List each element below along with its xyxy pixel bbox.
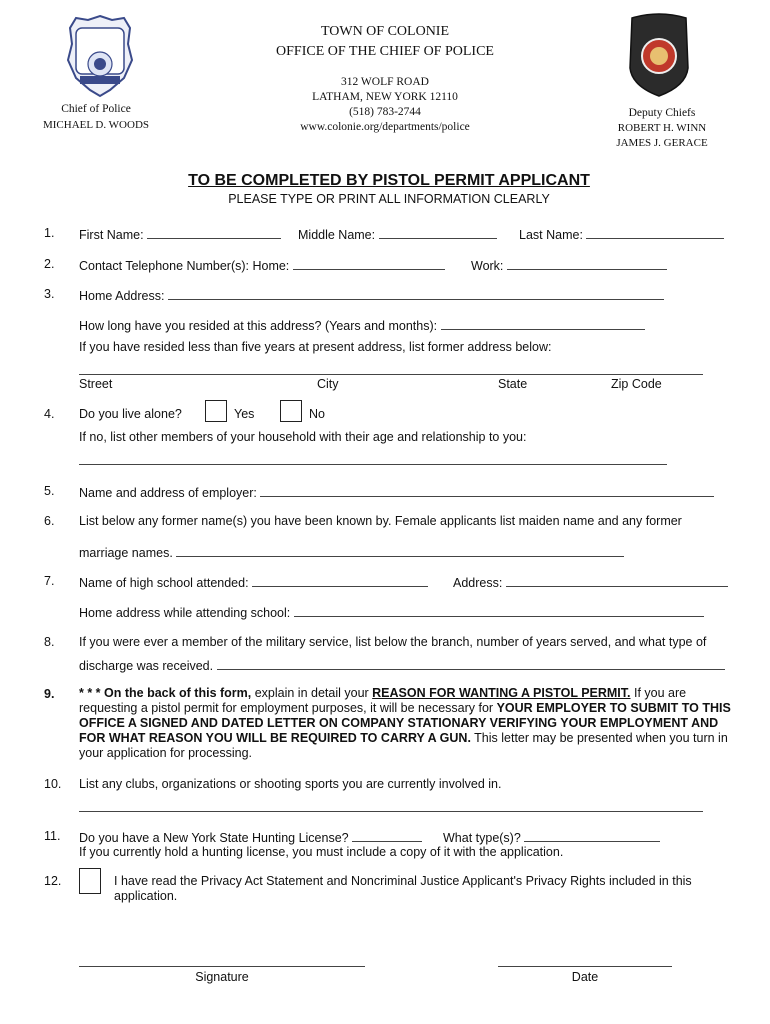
item-number-8: 8. bbox=[44, 635, 55, 649]
high-school-field[interactable] bbox=[252, 574, 428, 587]
office-address-line1: 312 WOLF ROAD bbox=[341, 76, 429, 88]
first-name-field[interactable] bbox=[147, 226, 281, 239]
high-school-address-field[interactable] bbox=[506, 574, 728, 587]
office-title: OFFICE OF THE CHIEF OF POLICE bbox=[276, 44, 494, 59]
residence-duration-field[interactable] bbox=[441, 317, 645, 330]
signature-field[interactable] bbox=[79, 956, 365, 967]
last-name-field[interactable] bbox=[586, 226, 724, 239]
last-name-label: Last Name: bbox=[519, 228, 583, 242]
employer-label: Name and address of employer: bbox=[79, 486, 257, 500]
school-home-address-field[interactable] bbox=[294, 604, 704, 617]
contact-phone-home-label: Contact Telephone Number(s): Home: bbox=[79, 259, 290, 273]
item-number-10: 10. bbox=[44, 777, 62, 791]
hunting-license-field[interactable] bbox=[352, 829, 422, 842]
home-address-label: Home Address: bbox=[79, 289, 165, 303]
office-address-line2: LATHAM, NEW YORK 12110 bbox=[312, 91, 458, 103]
signature-label: Signature bbox=[195, 970, 249, 984]
date-field[interactable] bbox=[498, 956, 672, 967]
military-instruction: If you were ever a member of the military service, list below the branch, number of years served, and what type of bbox=[79, 635, 707, 649]
live-alone-yes-checkbox[interactable] bbox=[205, 400, 227, 422]
yes-label: Yes bbox=[234, 407, 255, 421]
deputy-chief-2: JAMES J. GERACE bbox=[616, 137, 708, 149]
former-address-field[interactable] bbox=[79, 362, 703, 375]
home-phone-field[interactable] bbox=[293, 257, 445, 270]
item-number-12: 12. bbox=[44, 874, 62, 888]
privacy-acknowledgement-text: I have read the Privacy Act Statement and Noncriminal Justice Applicant's Privacy Rights included in this application. bbox=[114, 874, 692, 903]
middle-name-label: Middle Name: bbox=[298, 228, 376, 242]
street-label: Street bbox=[79, 377, 113, 391]
middle-name-field[interactable] bbox=[379, 226, 497, 239]
form-title: TO BE COMPLETED BY PISTOL PERMIT APPLICANT bbox=[188, 172, 590, 189]
form-subtitle: PLEASE TYPE OR PRINT ALL INFORMATION CLEARLY bbox=[228, 192, 550, 206]
clubs-field[interactable] bbox=[79, 799, 703, 812]
city-label: City bbox=[317, 377, 339, 391]
clubs-instruction: List any clubs, organizations or shooting sports you are currently involved in. bbox=[79, 777, 502, 791]
military-field[interactable] bbox=[217, 657, 725, 670]
no-label: No bbox=[309, 407, 325, 421]
high-school-address-label: Address: bbox=[453, 576, 503, 590]
item-number-11: 11. bbox=[44, 829, 61, 843]
reason-instruction: * * * On the back of this form, explain in detail your REASON FOR WANTING A PISTOL PERMIT. If you are requesting a pistol permit for employment purposes, it will be necessary for YOUR EMPLOYER TO SUBMIT TO THIS OFFICE A SIGNED AND DATED LETTER ON COMPANY STATIONARY VERIFYING YOUR EMPLOYMENT AND FOR WHAT REASON YOU WILL BE REQUIRED TO CARRY A GUN. This letter may be presented when you turn in your application for processing. bbox=[79, 686, 731, 760]
hunting-license-note: If you currently hold a hunting license, you must include a copy of it with the application. bbox=[79, 845, 564, 859]
office-phone: (518) 783-2744 bbox=[349, 106, 421, 118]
state-label: State bbox=[498, 377, 528, 391]
item-number-4: 4. bbox=[44, 407, 55, 421]
high-school-label: Name of high school attended: bbox=[79, 576, 249, 590]
school-home-address-label: Home address while attending school: bbox=[79, 606, 291, 620]
hunting-types-field[interactable] bbox=[524, 829, 660, 842]
item-number-5: 5. bbox=[44, 484, 55, 498]
discharge-label: discharge was received. bbox=[79, 659, 214, 673]
privacy-acknowledgement-checkbox[interactable] bbox=[79, 868, 101, 894]
former-address-instruction: If you have resided less than five years at present address, list former address below: bbox=[79, 340, 552, 354]
household-members-instruction: If no, list other members of your household with their age and relationship to you: bbox=[79, 430, 527, 444]
chief-title: Chief of Police bbox=[61, 103, 131, 115]
item-number-3: 3. bbox=[44, 287, 55, 301]
marriage-names-label: marriage names. bbox=[79, 546, 173, 560]
household-members-field[interactable] bbox=[79, 452, 667, 465]
residence-duration-label: How long have you resided at this address? (Years and months): bbox=[79, 319, 438, 333]
work-phone-field[interactable] bbox=[507, 257, 667, 270]
item-number-1: 1. bbox=[44, 226, 55, 240]
deputy-chiefs-title: Deputy Chiefs bbox=[628, 107, 696, 119]
date-label: Date bbox=[571, 970, 599, 984]
home-address-field[interactable] bbox=[168, 287, 664, 300]
former-names-instruction: List below any former name(s) you have been known by. Female applicants list maiden name and any former bbox=[79, 514, 682, 528]
town-title: TOWN OF COLONIE bbox=[320, 24, 450, 39]
live-alone-question: Do you live alone? bbox=[79, 407, 182, 421]
chief-name: MICHAEL D. WOODS bbox=[42, 119, 150, 131]
office-website: www.colonie.org/departments/police bbox=[300, 121, 470, 133]
employer-field[interactable] bbox=[260, 484, 714, 497]
hunting-license-question: Do you have a New York State Hunting License? bbox=[79, 831, 349, 845]
item-number-7: 7. bbox=[44, 574, 55, 588]
former-names-field[interactable] bbox=[176, 544, 624, 557]
zip-code-label: Zip Code bbox=[611, 377, 662, 391]
item-number-2: 2. bbox=[44, 257, 55, 271]
item-number-6: 6. bbox=[44, 514, 55, 528]
first-name-label: First Name: bbox=[79, 228, 144, 242]
deputy-chief-1: ROBERT H. WINN bbox=[617, 122, 707, 134]
live-alone-no-checkbox[interactable] bbox=[280, 400, 302, 422]
item-number-9: 9. bbox=[44, 687, 55, 701]
hunting-types-label: What type(s)? bbox=[443, 831, 521, 845]
work-phone-label: Work: bbox=[471, 259, 504, 273]
